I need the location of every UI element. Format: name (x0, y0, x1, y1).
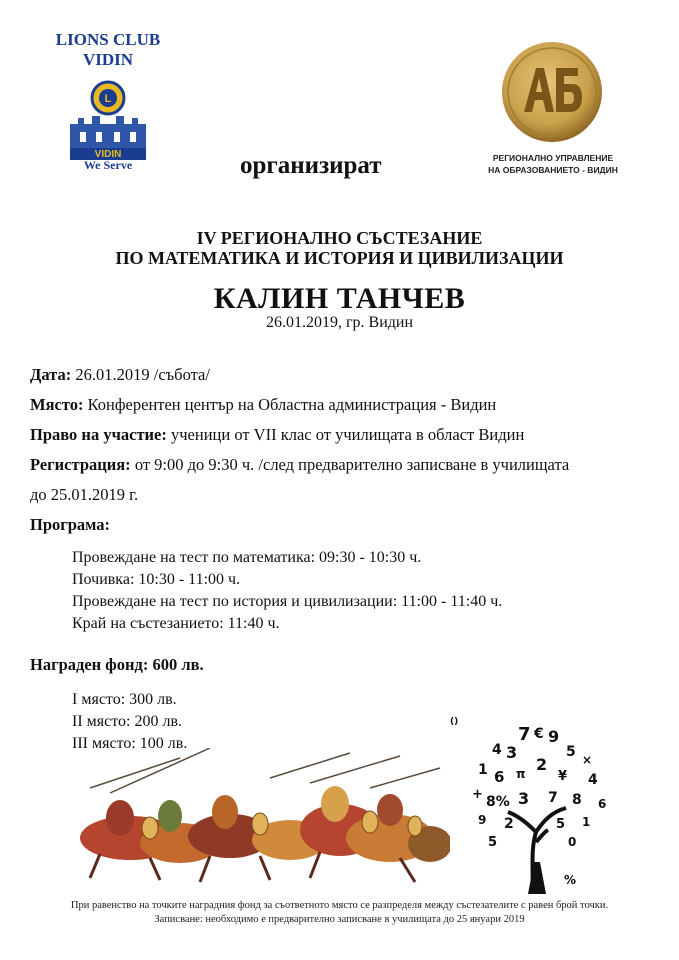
info-registration-label: Регистрация: (30, 455, 131, 474)
footer-note-registration: Записване: необходимо е предварително записване в училищата до 25 януари 2019 (154, 914, 525, 925)
riu-medallion-logo (500, 40, 604, 144)
svg-text:2: 2 (504, 816, 514, 832)
svg-text:+: + (472, 787, 483, 802)
svg-text:9: 9 (548, 727, 560, 746)
info-date (30, 364, 660, 386)
prize-fund: Награден фонд: 600 лв. (30, 655, 204, 674)
svg-text:6: 6 (494, 768, 505, 786)
info-eligibility-label: Право на участие: (30, 425, 167, 444)
prize-item: I място: 300 лв. (72, 691, 177, 708)
program-item: Край на състезанието: 11:40 ч. (72, 615, 280, 632)
info-registration-cont: до 25.01.2019 г. (30, 485, 139, 504)
svg-text:2: 2 (536, 755, 548, 774)
info-place (30, 394, 660, 416)
lions-title-line2: VIDIN (82, 50, 134, 69)
svg-text:3: 3 (506, 743, 518, 762)
riu-label-line2: НА ОБРАЗОВАНИЕТО - ВИДИН (488, 165, 618, 175)
svg-text:%: % (564, 873, 577, 887)
program-item: Почивка: 10:30 - 11:00 ч. (72, 571, 241, 588)
lions-motto: We Serve (83, 158, 133, 172)
info-registration-value: от 9:00 до 9:30 ч. /след предварително записване в училищата (130, 455, 570, 474)
program-label: Програма: (30, 515, 111, 534)
footer-note-tie: При равенство на точките наградния фонд за съответното място се разпределя между състезателите с равен брой точки. (70, 900, 609, 911)
math-tree-illustration (448, 712, 628, 894)
svg-text:7: 7 (548, 790, 558, 806)
organize-heading: организират (240, 152, 382, 179)
svg-text:×: × (582, 753, 593, 767)
riu-label-line1: РЕГИОНАЛНО УПРАВЛЕНИЕ (492, 153, 614, 163)
info-date-value: 26.01.2019 /събота/ (71, 365, 210, 384)
heading-line1: IV РЕГИОНАЛНО СЪСТЕЗАНИЕ (196, 228, 483, 248)
svg-text:8: 8 (572, 792, 582, 808)
date-place-subtitle: 26.01.2019, гр. Видин (265, 314, 414, 331)
info-eligibility-value: ученици от VII клас от училищата в област Видин (166, 425, 525, 444)
svg-text:4: 4 (492, 742, 502, 758)
svg-text:4: 4 (588, 772, 598, 788)
info-place-label: Място: (30, 395, 84, 414)
prize-item: II място: 200 лв. (72, 713, 183, 730)
svg-text:7: 7 (518, 724, 531, 745)
svg-text:9: 9 (478, 813, 487, 827)
prize-item: III място: 100 лв. (72, 735, 188, 752)
svg-text:π: π (516, 767, 526, 781)
svg-text:€: € (534, 726, 544, 742)
svg-text:3: 3 (518, 789, 530, 808)
lions-club-title (38, 30, 178, 70)
svg-text:0: 0 (568, 835, 577, 849)
riu-label (472, 152, 634, 176)
svg-text:5: 5 (556, 817, 566, 832)
svg-text:5: 5 (488, 835, 498, 850)
info-eligibility (30, 424, 660, 446)
svg-text:5: 5 (566, 744, 576, 760)
lions-banner-text: VIDIN (94, 149, 122, 160)
svg-text:1: 1 (478, 762, 488, 778)
svg-text:(): () (450, 717, 459, 727)
svg-text:1: 1 (582, 815, 591, 829)
program-item: Провеждане на тест по история и цивилизации: 11:00 - 11:40 ч. (72, 593, 503, 610)
heading-line2: ПО МАТЕМАТИКА И ИСТОРИЯ И ЦИВИЛИЗАЦИИ (115, 248, 564, 268)
lions-title-line1: LIONS CLUB (55, 30, 161, 49)
svg-text:6: 6 (598, 797, 607, 811)
info-registration (30, 454, 660, 476)
main-title: КАЛИН ТАНЧЕВ (213, 282, 466, 315)
program-item: Провеждане на тест по математика: 09:30 - 10:30 ч. (72, 549, 422, 566)
info-place-value: Конферентен център на Областна администрация - Видин (83, 395, 497, 414)
battle-illustration (70, 748, 450, 888)
info-program-label (30, 514, 660, 536)
info-date-label: Дата: (30, 365, 72, 384)
lions-emblem-letter: L (104, 93, 112, 105)
svg-text:8%: 8% (486, 794, 510, 810)
svg-text:¥: ¥ (558, 769, 568, 784)
competition-heading (0, 228, 679, 268)
